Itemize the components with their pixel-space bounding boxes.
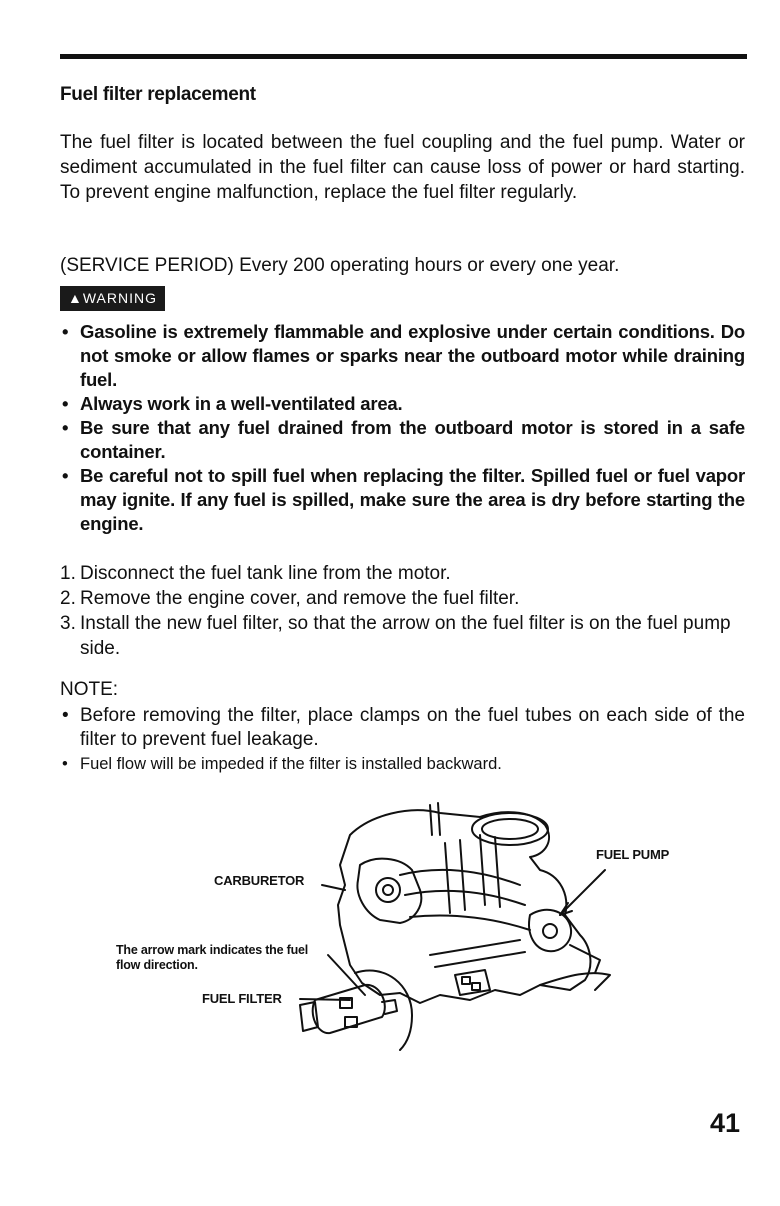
step-text: Remove the engine cover, and remove the fuel filter. bbox=[80, 588, 520, 609]
note-item: • Fuel flow will be impeded if the filter is installed backward. bbox=[60, 752, 745, 776]
warning-item: • Be sure that any fuel drained from the outboard motor is stored in a safe container. bbox=[60, 416, 745, 464]
steps-list bbox=[60, 561, 745, 661]
warning-list bbox=[60, 320, 745, 536]
warning-item: • Gasoline is extremely flammable and explosive under certain conditions. Do not smoke or allow flames or sparks near the outboard motor while draining fuel. bbox=[60, 320, 745, 392]
step-text: Disconnect the fuel tank line from the motor. bbox=[80, 563, 451, 584]
warning-badge bbox=[60, 286, 165, 311]
section-heading: Fuel filter replacement bbox=[60, 84, 256, 105]
warning-item: • Be careful not to spill fuel when replacing the filter. Spilled fuel or fuel vapor may ignite. If any fuel is spilled, make sure the area is dry before starting the engine. bbox=[60, 464, 745, 536]
label-arrow-mark: The arrow mark indicates the fuel flow direction. bbox=[116, 943, 309, 972]
step-item bbox=[60, 611, 745, 661]
engine-illustration bbox=[100, 795, 720, 1065]
note-label: NOTE: bbox=[60, 679, 119, 700]
warning-triangle-icon: ▲ bbox=[68, 290, 83, 306]
step-item bbox=[60, 561, 745, 586]
label-carburetor: CARBURETOR bbox=[214, 873, 305, 888]
service-period: (SERVICE PERIOD) Every 200 operating hours or every one year. bbox=[60, 255, 620, 276]
note-item: • Before removing the filter, place clamps on the fuel tubes on each side of the filter to prevent fuel leakage. bbox=[60, 704, 745, 752]
step-text: Install the new fuel filter, so that the arrow on the fuel filter is on the fuel pump side. bbox=[80, 613, 731, 659]
label-fuel-filter: FUEL FILTER bbox=[202, 991, 282, 1006]
top-rule bbox=[60, 54, 747, 59]
step-item bbox=[60, 586, 745, 611]
step-number: 3. bbox=[60, 613, 76, 634]
step-number: 1. bbox=[60, 563, 76, 584]
warning-label: WARNING bbox=[82, 290, 158, 306]
warning-item: • Always work in a well-ventilated area. bbox=[60, 392, 745, 416]
engine-diagram bbox=[100, 795, 720, 1065]
label-fuel-pump: FUEL PUMP bbox=[596, 847, 670, 862]
step-number: 2. bbox=[60, 588, 76, 609]
note-list bbox=[60, 704, 745, 776]
intro-paragraph: The fuel filter is located between the fuel coupling and the fuel pump. Water or sediment accumulated in the fuel filter can cause loss of power or hard starting. To prevent engine malfunction, replace the fuel filter regularly. bbox=[60, 132, 745, 203]
page-number: 41 bbox=[710, 1108, 741, 1138]
